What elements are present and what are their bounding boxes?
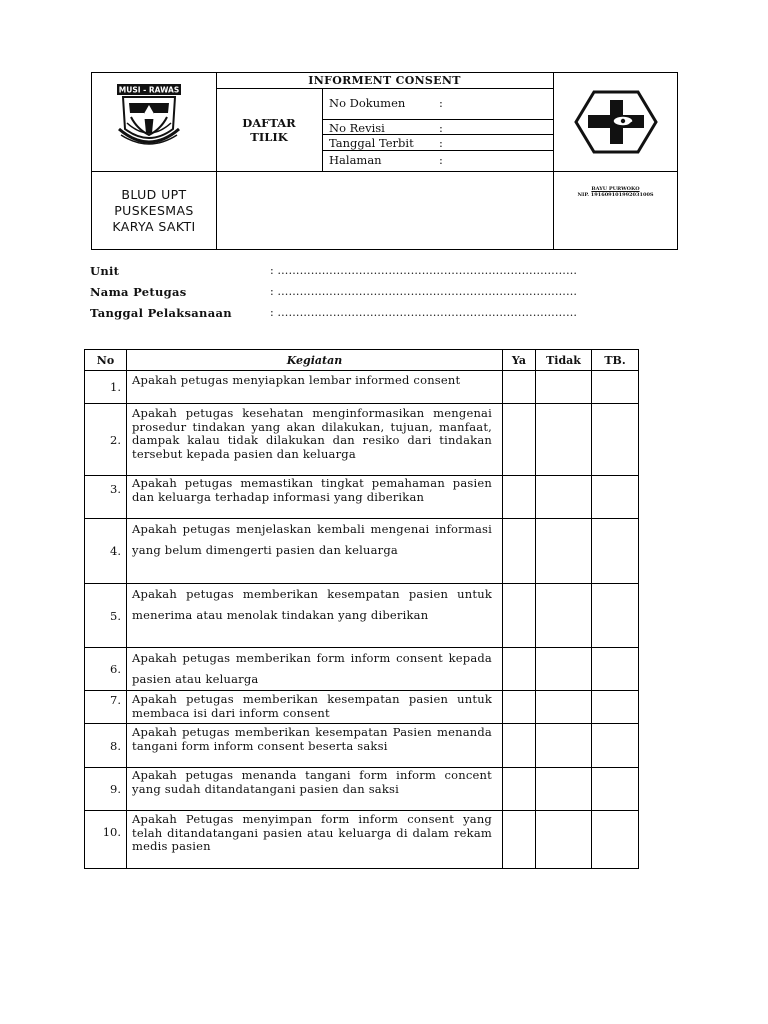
checklist-table [84,349,639,869]
ya-check-cell[interactable] [503,476,536,519]
row-number: 3. [85,476,127,519]
musi-rawas-logo [113,83,185,153]
document-header [91,72,678,250]
document-type-line: TILIK [250,130,288,144]
row-number: 1. [85,371,127,404]
table-row [85,768,639,811]
tb-check-cell[interactable] [592,648,639,691]
table-row [85,404,639,476]
tb-check-cell[interactable] [592,584,639,648]
tidak-check-cell[interactable] [536,476,592,519]
tidak-check-cell[interactable] [536,371,592,404]
logo-banner-text: MUSI - RAWAS [118,85,180,95]
divider [216,88,553,89]
field-no-dokumen [329,96,405,110]
row-number: 9. [85,768,127,811]
ya-check-cell[interactable] [503,724,536,768]
table-row [85,811,639,869]
tidak-check-cell[interactable] [536,648,592,691]
signatory-block [554,186,677,198]
signatory-nip: NIP. 19160910199203100S [577,192,654,198]
tidak-check-cell[interactable] [536,691,592,724]
divider [553,73,554,249]
row-activity: Apakah petugas memberikan kesempatan pasien untuk menerima atau menolak tindakan yang diberikan [127,584,503,648]
header-no: No [85,350,127,371]
field-label: Tanggal Terbit [329,136,414,150]
ya-check-cell[interactable] [503,404,536,476]
tb-check-cell[interactable] [592,519,639,584]
divider [216,73,217,249]
row-activity: Apakah petugas kesehatan menginformasikan mengenai prosedur tindakan yang akan dilakukan, tujuan, manfaat, dampak kalau tidak dilakukan dan resiko dari tindakan tersebut kepada pasien dan keluarga [127,404,503,476]
table-header-row [85,350,639,371]
row-activity: Apakah petugas memberikan kesempatan Pasien menanda tangani form inform consent beserta saksi [127,724,503,768]
ya-check-cell[interactable] [503,648,536,691]
tb-check-cell[interactable] [592,404,639,476]
row-number: 8. [85,724,127,768]
petugas-label: Nama Petugas [90,285,187,299]
organization-line: KARYA SAKTI [112,219,196,234]
row-activity: Apakah petugas memberikan form inform consent kepada pasien atau keluarga [127,648,503,691]
tanggal-fill-line: : ……………………………………………………………………… [270,306,578,319]
row-number: 6. [85,648,127,691]
document-type-line: DAFTAR [242,116,296,130]
row-number: 10. [85,811,127,869]
field-halaman [329,153,382,167]
row-number: 4. [85,519,127,584]
field-separator: : [439,136,443,150]
field-no-revisi [329,121,385,135]
petugas-fill-line: : ……………………………………………………………………… [270,285,578,298]
tidak-check-cell[interactable] [536,519,592,584]
signatory-name: BAYU PURWOKO [591,186,640,192]
ya-check-cell[interactable] [503,519,536,584]
field-label: No Revisi [329,121,385,135]
tanggal-label: Tanggal Pelaksanaan [90,306,232,320]
header-tb: TB. [592,350,639,371]
tidak-check-cell[interactable] [536,404,592,476]
tb-check-cell[interactable] [592,476,639,519]
organization-name [92,187,216,235]
row-activity: Apakah petugas menanda tangani form inform concent yang sudah ditandatangani pasien dan saksi [127,768,503,811]
tidak-check-cell[interactable] [536,724,592,768]
organization-line: BLUD UPT [121,187,187,202]
unit-fill-line: : ……………………………………………………………………… [270,264,578,277]
divider [322,119,553,120]
tb-check-cell[interactable] [592,691,639,724]
table-row [85,724,639,768]
tb-check-cell[interactable] [592,371,639,404]
table-row [85,371,639,404]
table-row [85,584,639,648]
ya-check-cell[interactable] [503,768,536,811]
tb-check-cell[interactable] [592,768,639,811]
row-number: 5. [85,584,127,648]
divider [322,88,323,171]
ya-check-cell[interactable] [503,371,536,404]
table-row [85,691,639,724]
row-activity: Apakah petugas menyiapkan lembar informed consent [127,371,503,404]
row-number: 7. [85,691,127,724]
field-separator: : [439,96,443,110]
document-type [216,116,322,144]
field-separator: : [439,153,443,167]
ya-check-cell[interactable] [503,691,536,724]
row-activity: Apakah petugas menjelaskan kembali mengenai informasi yang belum dimengerti pasien dan keluarga [127,519,503,584]
field-label: No Dokumen [329,96,406,110]
row-activity: Apakah Petugas menyimpan form inform consent yang telah ditandatangani pasien atau keluarga di dalam rekam medis pasien [127,811,503,869]
header-kegiatan: Kegiatan [127,350,503,371]
divider [92,171,677,172]
field-separator: : [439,121,443,135]
table-row [85,476,639,519]
row-activity: Apakah petugas memastikan tingkat pemahaman pasien dan keluarga terhadap informasi yang diberikan [127,476,503,519]
document-title: INFORMENT CONSENT [308,74,461,87]
tb-check-cell[interactable] [592,724,639,768]
tidak-check-cell[interactable] [536,584,592,648]
tidak-check-cell[interactable] [536,768,592,811]
tidak-check-cell[interactable] [536,811,592,869]
ya-check-cell[interactable] [503,584,536,648]
divider [322,150,553,151]
table-row [85,648,639,691]
header-tidak: Tidak [536,350,592,371]
field-label: Halaman [329,153,382,167]
organization-line: PUSKESMAS [114,203,194,218]
header-ya: Ya [503,350,536,371]
field-tanggal-terbit [329,136,414,150]
puskesmas-logo [574,90,658,154]
unit-label: Unit [90,264,120,278]
ya-check-cell[interactable] [503,811,536,869]
row-activity: Apakah petugas memberikan kesempatan pasien untuk membaca isi dari inform consent [127,691,503,724]
tb-check-cell[interactable] [592,811,639,869]
row-number: 2. [85,404,127,476]
table-row [85,519,639,584]
